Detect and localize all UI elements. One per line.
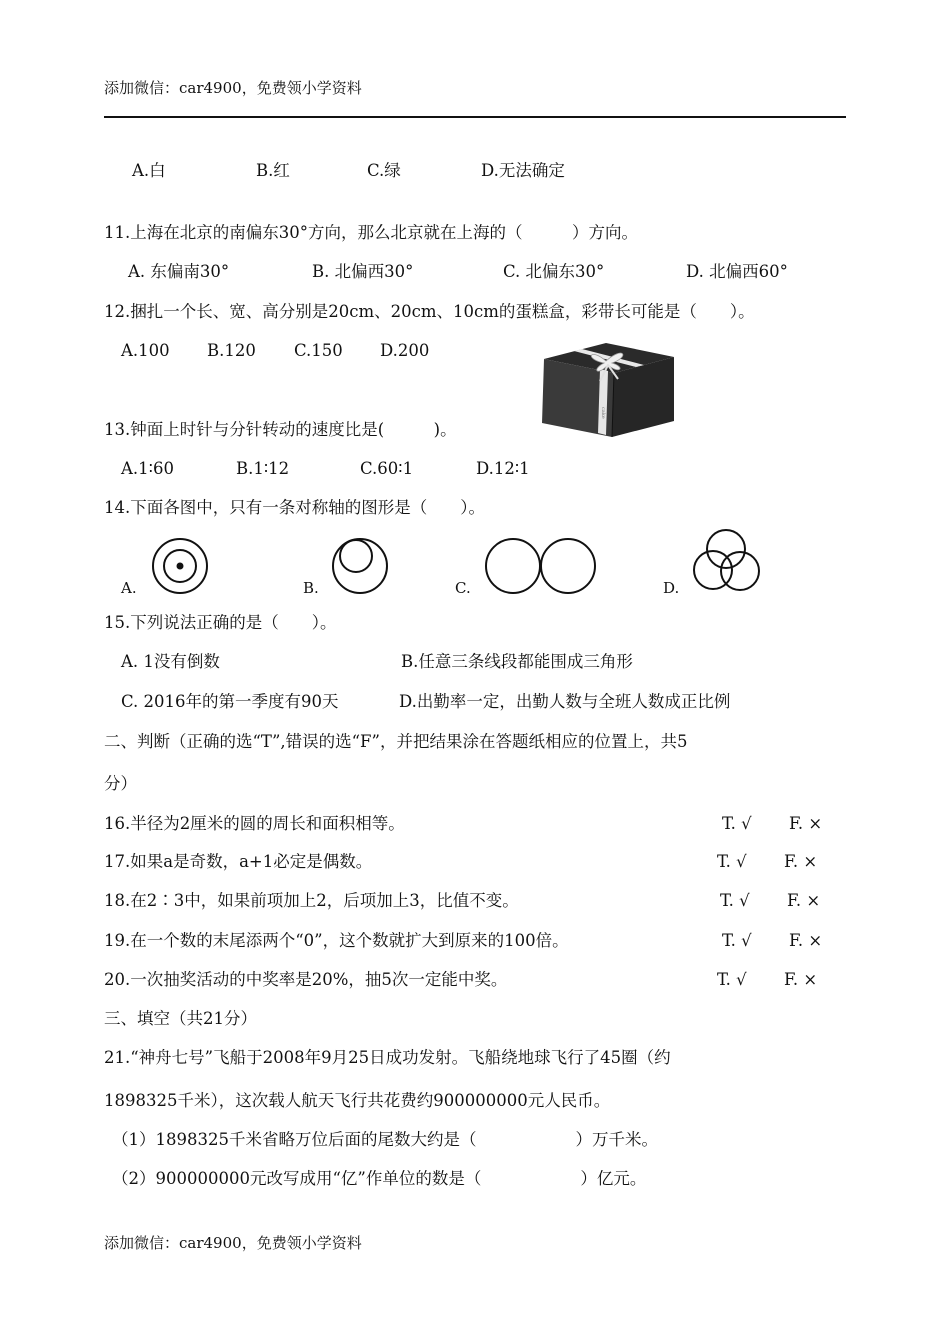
page-footer: 添加微信：car4900，免费领小学资料 [104,1234,362,1252]
q10-option-d: D.无法确定 [481,161,565,180]
q12-option-b: B.120 [207,341,256,360]
section3-title: 三、填空（共21分） [104,1009,257,1028]
q12-option-a: A.100 [121,341,170,360]
q13-option-b: B.1∶12 [236,459,290,478]
q10-option-b: B.红 [256,161,290,180]
q13-option-d: D.12∶1 [476,459,530,478]
q18-false-option[interactable]: F. × [787,891,821,910]
q20-false-option[interactable]: F. × [784,970,818,989]
q20-text: 20.一次抽奖活动的中奖率是20%，抽5次一定能中奖。 [104,970,508,989]
q12-stem: 12.捆扎一个长、宽、高分别是20cm、20cm、10cm的蛋糕盒，彩带长可能是（ ）。 [104,302,755,321]
q15-option-a: A. 1没有倒数 [121,652,220,671]
q19-false-option[interactable]: F. × [789,931,823,950]
page-header: 添加微信：car4900，免费领小学资料 [104,79,362,97]
q14-label-a: A. [121,579,137,597]
q11-stem: 11.上海在北京的南偏东30°方向，那么北京就在上海的（ ）方向。 [104,223,638,242]
ribbon-text: cake [600,407,606,419]
q14-label-d: D. [663,579,680,597]
q21-sub1: （1）1898325千米省略万位后面的尾数大约是（ ）万千米。 [112,1130,658,1149]
q11-option-d: D. 北偏西60° [686,262,788,281]
q12-option-d: D.200 [380,341,430,360]
q14-label-b: B. [303,579,319,597]
q21-text-line1: 21.“神舟七号”飞船于2008年9月25日成功发射。飞船绕地球飞行了45圈（约 [104,1048,671,1067]
q10-option-a: A.白 [132,161,166,180]
figure-c-two-circles [484,536,600,596]
q20-true-option[interactable]: T. √ [717,970,747,989]
header-rule [104,116,846,118]
q21-sub2: （2）900000000元改写成用“亿”作单位的数是（ ）亿元。 [112,1169,647,1188]
q15-option-b: B.任意三条线段都能围成三角形 [401,652,633,671]
figure-d-three-circles [692,528,764,594]
figure-a-concentric-circles [150,536,210,596]
q15-option-c: C. 2016年的第一季度有90天 [121,692,339,711]
q13-option-a: A.1∶60 [121,459,174,478]
q11-option-c: C. 北偏东30° [503,262,605,281]
q15-option-d: D.出勤率一定，出勤人数与全班人数成正比例 [399,692,731,711]
q21-text-line2: 1898325千米），这次载人航天飞行共花费约900000000元人民币。 [104,1091,611,1110]
q19-true-option[interactable]: T. √ [722,931,752,950]
q17-text: 17.如果a是奇数，a+1必定是偶数。 [104,852,373,871]
q14-stem: 14.下面各图中，只有一条对称轴的图形是（ ）。 [104,498,485,517]
q15-stem: 15.下列说法正确的是（ ）。 [104,613,337,632]
q17-true-option[interactable]: T. √ [717,852,747,871]
q11-option-b: B. 北偏西30° [312,262,414,281]
q16-false-option[interactable]: F. × [789,814,823,833]
q14-label-c: C. [455,579,471,597]
section2-title-line1: 二、判断（正确的选“T”,错误的选“F”，并把结果涂在答题纸相应的位置上，共5 [104,732,688,751]
q16-true-option[interactable]: T. √ [722,814,752,833]
section2-title-line2: 分） [104,774,137,793]
q11-option-a: A. 东偏南30° [128,262,230,281]
q18-text: 18.在2∶3中，如果前项加上2，后项加上3，比值不变。 [104,891,519,910]
cake-box-image [534,337,680,439]
q13-stem: 13.钟面上时针与分针转动的速度比是( )。 [104,420,457,439]
q16-text: 16.半径为2厘米的圆的周长和面积相等。 [104,814,405,833]
q10-option-c: C.绿 [367,161,401,180]
q18-true-option[interactable]: T. √ [720,891,750,910]
q13-option-c: C.60∶1 [360,459,414,478]
q17-false-option[interactable]: F. × [784,852,818,871]
q12-option-c: C.150 [294,341,343,360]
q19-text: 19.在一个数的末尾添两个“0”，这个数就扩大到原来的100倍。 [104,931,569,950]
figure-b-tangent-circles [332,536,392,596]
